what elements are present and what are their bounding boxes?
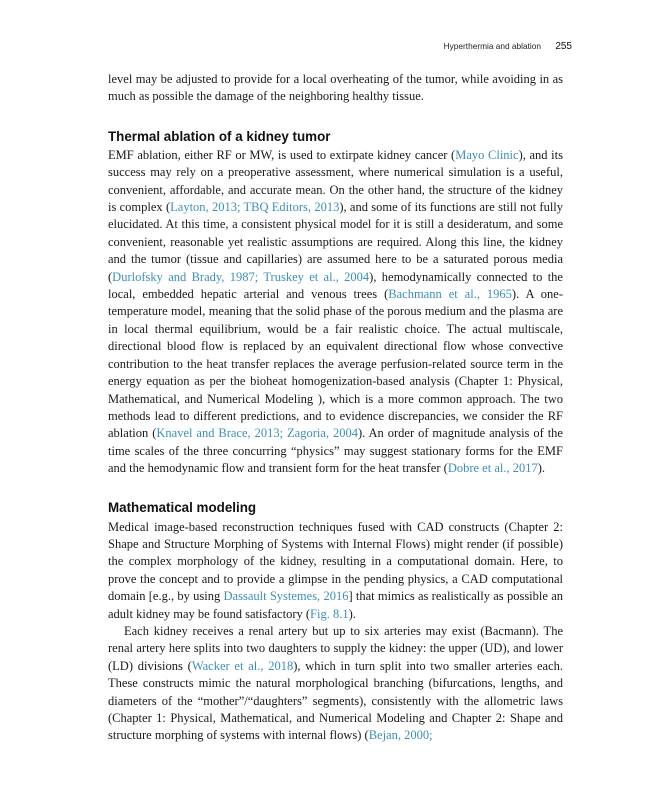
citation-link[interactable]: Bejan, 2000;	[368, 728, 433, 743]
intro-paragraph	[108, 71, 563, 106]
section-heading-mathematical-modeling: Mathematical modeling	[108, 499, 257, 515]
citation-link[interactable]: Dassault Systemes, 2016	[223, 589, 349, 604]
text-segment: EMF ablation, either RF or MW, is used to extirpate kidney cancer (	[108, 147, 456, 162]
citation-link[interactable]: Dobre et al., 2017	[447, 461, 538, 476]
thermal-ablation-paragraph	[108, 147, 563, 478]
text-segment: Each kidney receives a renal artery but up to six arteries may exist (Bacmann). The renal artery here splits into two daughters to supply the kidney: the upper (UD), and lower (LD) divisions (	[108, 623, 563, 673]
text-segment: ).	[537, 461, 546, 476]
running-header	[108, 40, 572, 53]
section-heading-thermal-ablation: Thermal ablation of a kidney tumor	[108, 128, 331, 144]
text-segment: ), hemodynamically connected to the local, embedded hepatic arterial and venous trees (	[108, 269, 563, 302]
intro-text: level may be adjusted to provide for a local overheating of the tumor, while avoiding in as much as possible the damage of the neighboring healthy tissue.	[108, 72, 563, 104]
text-segment: ] that mimics as realistically as possible an adult kidney may be found satisfactory (	[108, 589, 563, 621]
page-body	[108, 71, 563, 745]
citation-link[interactable]: Wacker et al., 2018	[191, 658, 294, 673]
modeling-paragraph-1	[108, 519, 563, 623]
text-segment: ), and its success may rely on a preoperative assessment, where numerical simulation is a useful, convenient, affordable, and accurate mean. On the other hand, the structure of the kidney is complex (	[108, 147, 563, 215]
text-segment: Medical image-based reconstruction techniques fused with CAD constructs (Chapter 2: Shape and Structure Morphing of Systems with Internal Flows) might render (if possible) the complex morphology of the kidney, resulting in a computational domain. Here, to prove the concept and to provide a glimpse in the pending physics, a CAD computational domain [e.g., by using	[108, 519, 563, 604]
text-segment: ), and some of its functions are still not fully elucidated. At this time, a consistent physical model for it is still a desideratum, and some convenient, reasonable yet realistic assumptions are required. Along this line, the kidney and the tumor (tissue and capillaries) are assumed here to be a saturated porous media (	[108, 200, 564, 284]
citation-link[interactable]: Mayo Clinic	[455, 147, 519, 162]
citation-link[interactable]: Durlofsky and Brady, 1987; Truskey et al., 2004	[112, 269, 370, 284]
text-segment: ).	[348, 606, 356, 621]
running-title: Hyperthermia and ablation	[443, 41, 541, 51]
figure-link[interactable]: Fig. 8.1	[310, 606, 349, 621]
citation-link[interactable]: Layton, 2013; TBQ Editors, 2013	[170, 200, 340, 215]
citation-link[interactable]: Bachmann et al., 1965	[388, 287, 512, 302]
text-segment: ). An order of magnitude analysis of the time scales of the three concurring “physics” may suggest stationary forms for the EMF and the hemodynamic flow and transient form for the heat transfer (	[108, 426, 563, 476]
citation-link[interactable]: Knavel and Brace, 2013; Zagoria, 2004	[156, 426, 358, 441]
text-segment: ). A one-temperature model, meaning that the solid phase of the porous medium and the plasma are in local thermal equilibrium, would be a fair realistic choice. The actual multiscale, directional blood flow is replaced by an equivalent directional flow whose convective contribution to the heat transfer replaces the average perfusion-related source term in the energy equation as per the bioheat homogenization-based analysis (Chapter 1: Physical, Mathematical, and Numerical Modeling ), which is a more common approach. The two methods lead to different predictions, and to evidence discrepancies, we consider the RF ablation (	[108, 287, 564, 441]
page-number: 255	[555, 41, 572, 52]
modeling-paragraph-2	[108, 623, 563, 745]
text-segment: ), which in turn split into two smaller arteries each. These constructs mimic the natural morphological branching (bifurcations, lengths, and diameters of the “mother”/“daughters” segments), consistently with the allometric laws (Chapter 1: Physical, Mathematical, and Numerical Modeling and Chapter 2: Shape and structure morphing of systems with internal flows) (	[108, 658, 563, 743]
